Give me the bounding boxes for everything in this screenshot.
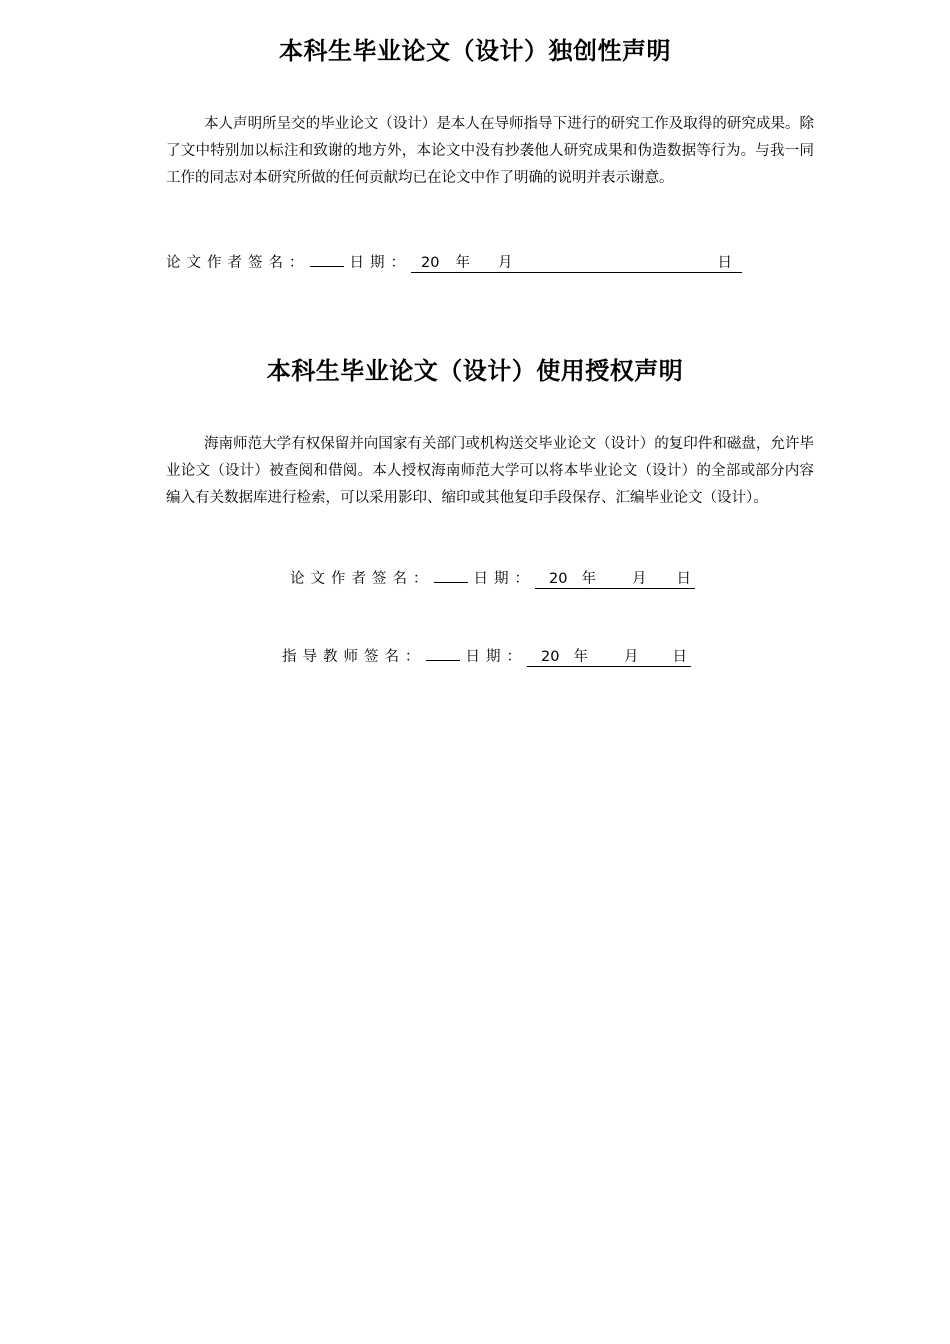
date-field[interactable] <box>535 570 695 589</box>
author-signature-field[interactable] <box>310 250 344 267</box>
day-label: 日 <box>676 571 691 587</box>
year-label: 年 <box>573 649 588 665</box>
authorization-advisor-signature-line <box>282 644 691 669</box>
date-year: 20 <box>541 649 560 665</box>
day-label: 日 <box>717 255 732 271</box>
advisor-signature-label: 指导教师签名： <box>282 649 426 665</box>
day-label: 日 <box>672 649 687 665</box>
date-label: 日期： <box>465 649 527 665</box>
date-field[interactable] <box>527 648 691 667</box>
date-year: 20 <box>421 255 440 271</box>
author-signature-field[interactable] <box>434 566 468 583</box>
authorization-author-signature-line <box>290 566 695 591</box>
author-signature-label: 论文作者签名： <box>290 571 434 587</box>
originality-signature-line <box>166 250 742 275</box>
date-label: 日期： <box>349 255 411 271</box>
originality-title: 本科生毕业论文（设计）独创性声明 <box>279 37 671 65</box>
month-label: 月 <box>497 255 513 271</box>
date-label: 日期： <box>473 571 535 587</box>
author-signature-label: 论文作者签名： <box>166 255 310 271</box>
date-field[interactable] <box>411 254 742 273</box>
authorization-title: 本科生毕业论文（设计）使用授权声明 <box>266 357 684 385</box>
authorization-body: 海南师范大学有权保留并向国家有关部门或机构送交毕业论文（设计）的复印件和磁盘，允许毕业论文（设计）被查阅和借阅。本人授权海南师范大学可以将本毕业论文（设计）的全部或部分内容编入有关数据库进行检索，可以采用影印、缩印或其他复印手段保存、汇编毕业论文（设计）。 <box>166 436 814 506</box>
advisor-signature-field[interactable] <box>426 644 460 661</box>
year-label: 年 <box>455 255 470 271</box>
month-label: 月 <box>623 649 639 665</box>
year-label: 年 <box>581 571 596 587</box>
month-label: 月 <box>631 571 647 587</box>
originality-body: 本人声明所呈交的毕业论文（设计）是本人在导师指导下进行的研究工作及取得的研究成果。除了文中特别加以标注和致谢的地方外，本论文中没有抄袭他人研究成果和伪造数据等行为。与我一同工作的同志对本研究所做的任何贡献均已在论文中作了明确的说明并表示谢意。 <box>166 116 814 186</box>
date-year: 20 <box>549 571 568 587</box>
